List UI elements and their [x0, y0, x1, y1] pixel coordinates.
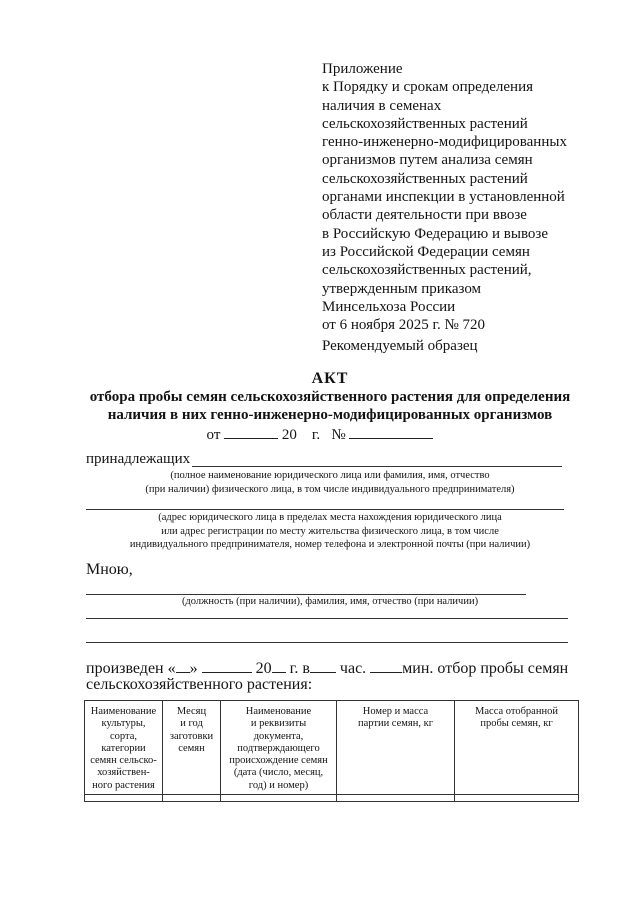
table-header-cell	[163, 701, 221, 795]
table-cell[interactable]	[221, 795, 337, 802]
minute-blank[interactable]	[370, 658, 402, 673]
samples-table	[84, 700, 579, 802]
blank-line[interactable]	[86, 642, 568, 643]
number-sign: №	[331, 427, 346, 443]
header-line: культуры,	[101, 718, 146, 730]
header-line: Наименование	[90, 706, 157, 717]
performed-text: г. в	[289, 660, 310, 677]
table-cell[interactable]	[337, 795, 455, 802]
performed-text: час.	[339, 660, 367, 677]
header-line: категории	[101, 742, 146, 754]
appendix-line: к Порядку и срокам определения	[322, 79, 533, 96]
header-line: ного растения	[92, 779, 155, 791]
performed-text: »	[189, 660, 198, 677]
month-blank[interactable]	[202, 658, 252, 673]
header-line: семян сельско-	[90, 755, 157, 767]
table-header-row	[85, 701, 579, 795]
appendix-block	[322, 60, 622, 334]
table-row	[85, 795, 579, 802]
appendix-line: сельскохозяйственных растений	[322, 170, 528, 187]
table-cell[interactable]	[455, 795, 579, 802]
by-me-label: Мною,	[86, 561, 133, 578]
header-line: и реквизиты	[250, 718, 307, 730]
header-line: и год	[180, 718, 203, 730]
table-header-cell	[337, 701, 455, 795]
by-me-hint	[80, 595, 580, 609]
by-me-hint-line: (должность (при наличии), фамилия, имя, отчество (при наличии)	[181, 596, 479, 607]
appendix-line: организмов путем анализа семян	[322, 152, 533, 169]
appendix-line: от 6 ноября 2025 г. № 720	[322, 317, 486, 334]
address-hint-line: индивидуального предпринимателя, номер телефона и электронной почты (при наличии)	[129, 539, 531, 550]
header-line: Номер и масса	[362, 706, 429, 717]
header-line: документа,	[253, 730, 304, 742]
address-hint	[80, 511, 580, 552]
blank-line[interactable]	[86, 618, 568, 619]
performed-text: произведен «	[86, 660, 176, 677]
table-header-cell	[455, 701, 579, 795]
header-line: (дата (число, месяц,	[233, 767, 324, 779]
date-line	[0, 424, 640, 444]
table-cell[interactable]	[85, 795, 163, 802]
performed-text: мин. отбор пробы семян	[402, 660, 569, 677]
table-header-cell	[85, 701, 163, 795]
header-line: Наименование	[245, 706, 312, 717]
header-line: подтверждающего	[237, 742, 320, 754]
header-line: Масса отобранной	[475, 706, 558, 717]
header-line: Месяц	[176, 706, 207, 717]
address-hint-line: или адрес регистрации по месту жительства физического лица, в том числе	[161, 525, 499, 537]
owner-input-line[interactable]	[192, 466, 562, 467]
address-hint-line: (адрес юридического лица в пределах места нахождения юридического лица	[158, 512, 502, 523]
appendix-line: органами инспекции в установленной	[322, 189, 565, 206]
appendix-line: генно-инженерно-модифицированных	[322, 134, 567, 151]
title-line: отбора пробы семян сельскохозяйственного растения для определения	[89, 389, 571, 405]
performed-line-2: сельскохозяйственного растения:	[86, 676, 313, 693]
owner-hint-line: (при наличии) физического лица, в том числе индивидуального предпринимателя)	[145, 483, 515, 495]
title-line: наличия в них генно-инженерно-модифицированных организмов	[107, 407, 553, 423]
date-year-label: 20	[281, 427, 297, 443]
header-line: заготовки	[169, 730, 214, 742]
header-line: семян	[178, 742, 205, 754]
table-cell[interactable]	[163, 795, 221, 802]
date-blank[interactable]	[224, 424, 278, 439]
date-year-suffix: г.	[311, 427, 321, 443]
appendix-line: из Российской Федерации семян	[322, 243, 530, 260]
appendix-line: сельскохозяйственных растений,	[322, 262, 532, 279]
day-blank[interactable]	[176, 658, 190, 673]
owner-label: принадлежащих	[86, 451, 191, 467]
appendix-line: в Российскую Федерацию и вывозе	[322, 225, 549, 242]
header-line: сорта,	[109, 730, 138, 742]
date-from-label: от	[206, 427, 221, 443]
performed-line	[86, 658, 568, 678]
header-line: год) и номер)	[248, 779, 309, 791]
title-main: АКТ	[311, 370, 349, 387]
appendix-line: области деятельности при ввозе	[322, 207, 527, 224]
header-line: хозяйствен-	[97, 767, 150, 779]
performed-text: 20	[255, 660, 272, 677]
document-title	[60, 370, 600, 424]
hour-blank[interactable]	[310, 658, 336, 673]
address-input-line[interactable]	[86, 509, 564, 510]
appendix-line: Минсельхоза России	[322, 298, 456, 315]
number-blank[interactable]	[349, 424, 433, 439]
header-line: происхождение семян	[229, 755, 328, 767]
header-line: пробы семян, кг	[480, 718, 553, 730]
sample-label: Рекомендуемый образец	[322, 338, 478, 354]
header-line: партии семян, кг	[357, 718, 434, 730]
owner-hint	[80, 469, 580, 496]
table-header-cell	[221, 701, 337, 795]
owner-hint-line: (полное наименование юридического лица или фамилия, имя, отчество	[170, 470, 490, 481]
appendix-line: утвержденным приказом	[322, 280, 482, 297]
appendix-line: сельскохозяйственных растений	[322, 115, 528, 132]
appendix-line: наличия в семенах	[322, 97, 442, 114]
year-blank[interactable]	[272, 658, 286, 673]
appendix-line: Приложение	[322, 61, 403, 77]
